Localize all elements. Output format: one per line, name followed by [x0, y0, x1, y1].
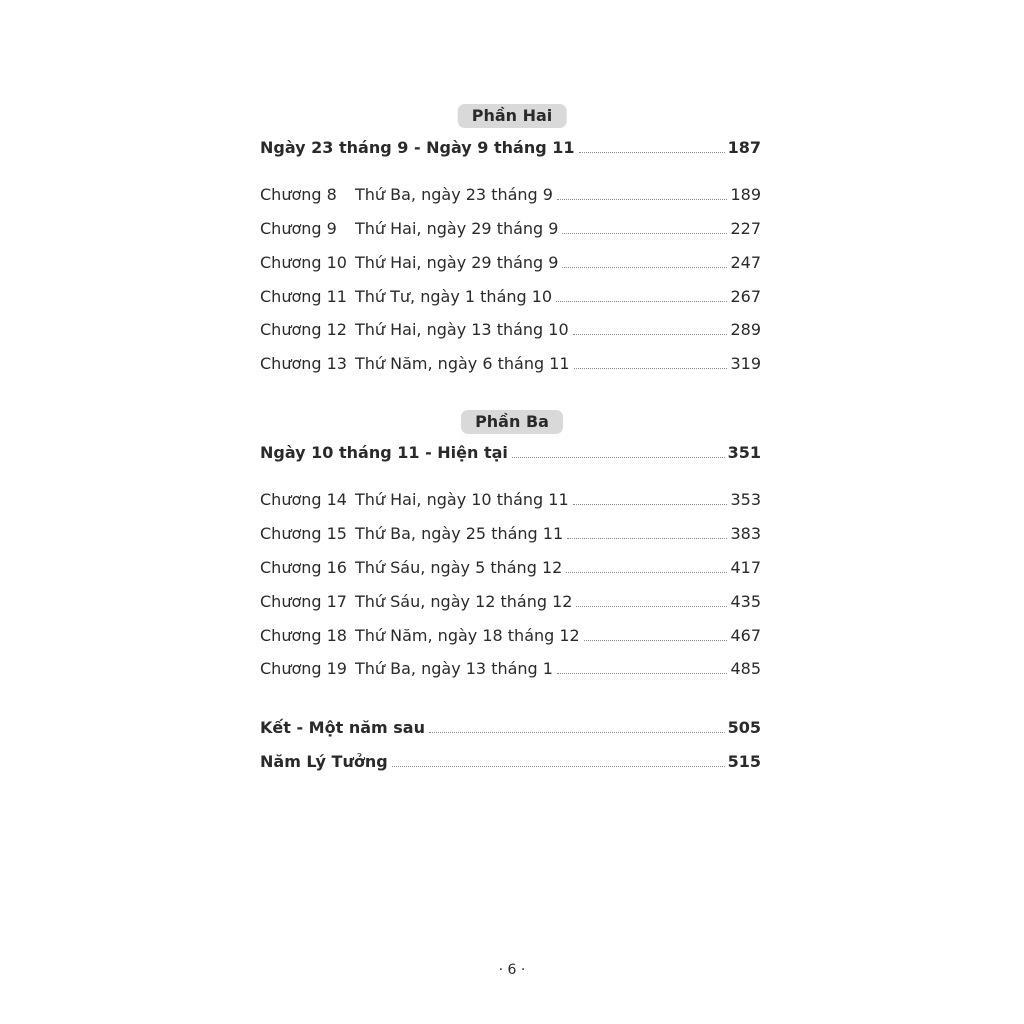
chapter-page: 467: [730, 626, 761, 645]
toc-entry-chapter-11[interactable]: [260, 285, 761, 307]
ideal-year-title: Năm Lý Tưởng: [260, 752, 388, 771]
chapter-page: 417: [730, 558, 761, 577]
dot-leader: [556, 301, 727, 302]
toc-entry-chapter-17[interactable]: [260, 590, 761, 612]
dot-leader: [567, 538, 727, 539]
chapter-title: Thứ Năm, ngày 6 tháng 11: [355, 354, 570, 373]
chapter-label: Chương 9: [260, 219, 337, 238]
part-two-range-title: Ngày 23 tháng 9 - Ngày 9 tháng 11: [260, 138, 575, 157]
chapter-title: Thứ Sáu, ngày 12 tháng 12: [355, 592, 573, 611]
chapter-label: Chương 8: [260, 185, 337, 204]
part-two-range-page: 187: [727, 138, 761, 157]
toc-entry-ideal-year[interactable]: [260, 750, 761, 772]
toc-entry-chapter-16[interactable]: [260, 556, 761, 578]
chapter-title: Thứ Ba, ngày 13 tháng 1: [355, 659, 553, 678]
chapter-label: Chương 14: [260, 490, 347, 509]
dot-leader: [562, 267, 727, 268]
dot-leader: [557, 199, 727, 200]
part-three-range-page: 351: [727, 443, 761, 462]
dot-leader: [562, 233, 727, 234]
dot-leader: [573, 334, 728, 335]
dot-leader: [429, 732, 725, 733]
toc-entry-epilogue[interactable]: [260, 716, 761, 738]
dot-leader: [573, 504, 728, 505]
chapter-label: Chương 17: [260, 592, 347, 611]
chapter-title: Thứ Tư, ngày 1 tháng 10: [355, 287, 553, 306]
chapter-label: Chương 10: [260, 253, 347, 272]
chapter-title: Thứ Ba, ngày 25 tháng 11: [355, 524, 564, 543]
dot-leader: [576, 606, 727, 607]
page-number: · 6 ·: [498, 962, 526, 978]
part-three-range-title: Ngày 10 tháng 11 - Hiện tại: [260, 443, 508, 462]
toc-entry-chapter-8[interactable]: [260, 183, 761, 205]
toc-entry-chapter-13[interactable]: [260, 352, 761, 374]
part-three-range-entry[interactable]: [260, 441, 761, 463]
part-three-heading: Phần Ba: [461, 410, 563, 434]
chapter-title: Thứ Hai, ngày 29 tháng 9: [355, 219, 559, 238]
chapter-page: 353: [730, 490, 761, 509]
toc-entry-chapter-12[interactable]: [260, 318, 761, 340]
chapter-page: 485: [730, 659, 761, 678]
chapter-title: Thứ Sáu, ngày 5 tháng 12: [355, 558, 563, 577]
dot-leader: [566, 572, 727, 573]
chapter-page: 247: [730, 253, 761, 272]
chapter-page: 189: [730, 185, 761, 204]
dot-leader: [579, 152, 725, 153]
toc-entry-chapter-19[interactable]: [260, 657, 761, 679]
epilogue-title: Kết - Một năm sau: [260, 718, 425, 737]
chapter-label: Chương 12: [260, 320, 347, 339]
chapter-page: 435: [730, 592, 761, 611]
chapter-label: Chương 15: [260, 524, 347, 543]
dot-leader: [512, 457, 725, 458]
dot-leader: [584, 640, 728, 641]
toc-entry-chapter-18[interactable]: [260, 624, 761, 646]
dot-leader: [574, 368, 728, 369]
toc-entry-chapter-9[interactable]: [260, 217, 761, 239]
part-two-heading: Phần Hai: [458, 104, 567, 128]
chapter-label: Chương 11: [260, 287, 347, 306]
ideal-year-page: 515: [727, 752, 761, 771]
dot-leader: [392, 766, 725, 767]
toc-entry-chapter-15[interactable]: [260, 522, 761, 544]
chapter-title: Thứ Hai, ngày 29 tháng 9: [355, 253, 559, 272]
chapter-page: 267: [730, 287, 761, 306]
chapter-label: Chương 19: [260, 659, 347, 678]
epilogue-page: 505: [727, 718, 761, 737]
toc-entry-chapter-14[interactable]: [260, 488, 761, 510]
chapter-page: 227: [730, 219, 761, 238]
chapter-title: Thứ Hai, ngày 13 tháng 10: [355, 320, 569, 339]
chapter-label: Chương 13: [260, 354, 347, 373]
chapter-label: Chương 18: [260, 626, 347, 645]
chapter-title: Thứ Năm, ngày 18 tháng 12: [355, 626, 580, 645]
chapter-label: Chương 16: [260, 558, 347, 577]
chapter-page: 319: [730, 354, 761, 373]
chapter-page: 289: [730, 320, 761, 339]
chapter-title: Thứ Ba, ngày 23 tháng 9: [355, 185, 553, 204]
chapter-title: Thứ Hai, ngày 10 tháng 11: [355, 490, 569, 509]
part-two-range-entry[interactable]: [260, 136, 761, 158]
dot-leader: [557, 673, 727, 674]
chapter-page: 383: [730, 524, 761, 543]
toc-entry-chapter-10[interactable]: [260, 251, 761, 273]
